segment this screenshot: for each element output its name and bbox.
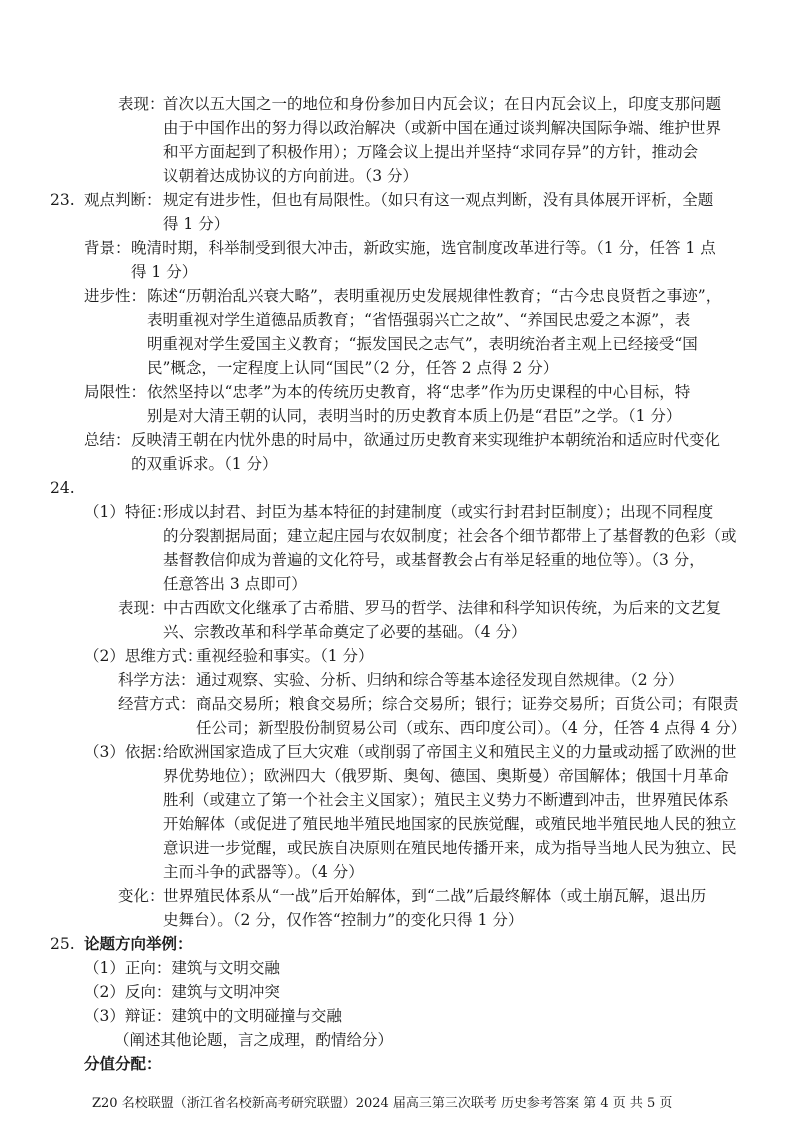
q23-zongjie-line: 反映清王朝在内忧外患的时局中，欲通过历史教育来实现维护本朝统治和适应时代变化 (131, 431, 721, 449)
q24-p3-line: 开始解体（或促进了殖民地半殖民地国家的民族觉醒，或殖民地半殖民地人民的独立 (163, 815, 737, 833)
q23-guandian-line: 规定有进步性，但也有局限性。（如只有这一观点判断，没有具体展开评析，全题 (163, 191, 714, 209)
q24-p1-line: 的分裂割据局面；建立起庄园与农奴制度；社会各个细节都带上了基督教的色彩（或 (163, 527, 737, 545)
q23-juxian-line: 别是对大清王朝的认同，表明当时的历史教育本质上仍是“君臣”之学。（1 分） (147, 407, 682, 425)
q24-p1-label: （1）特征： (84, 503, 172, 521)
q24-p2-jingying-label: 经营方式： (118, 695, 196, 713)
q25-number: 25. (50, 935, 75, 953)
page-footer: Z20 名校联盟（浙江省名校新高考研究联盟）2024 届高三第三次联考 历史参考答案 第 4 页 共 5 页 (92, 1096, 673, 1111)
q24-p3-line: 界优势地位）；欧洲四大（俄罗斯、奥匈、德国、奥斯曼）帝国解体；俄国十月革命 (163, 767, 729, 785)
q23-beijing-line: 得 1 分） (131, 263, 198, 281)
q24-p2-text: 重视经验和事实。（1 分） (196, 647, 374, 665)
q25-title: 论题方向举例： (84, 934, 193, 953)
q23-zongjie-label: 总结： (84, 431, 131, 449)
q22-biaoxian-line: 议朝着达成协议的方向前进。（3 分） (163, 167, 419, 185)
q24-p2-kexue-text: 通过观察、实验、分析、归纳和综合等基本途径发现自然规律。（2 分） (196, 671, 684, 689)
q23-jinbu-label: 进步性： (84, 287, 147, 305)
q25-item: （3）辩证：建筑中的文明碰撞与交融 (84, 1007, 342, 1025)
q24-p1-sub-line: 中古西欧文化继承了古希腊、罗马的哲学、法律和科学知识传统，为后来的文艺复 (163, 599, 722, 617)
q23-zongjie-line: 的双重诉求。（1 分） (131, 455, 278, 473)
q24-p2-label: （2）思维方式： (84, 647, 203, 665)
q25-note: （阐述其他论题，言之成理，酌情给分） (114, 1031, 394, 1049)
q23-jinbu-line: 表明重视对学生道德品质教育；“省悟强弱兴亡之故”、“养国民忠爱之本源”，表 (147, 311, 691, 329)
q22-biaoxian-line: 和平方面起到了积极作用）；万隆会议上提出并坚持“求同存异”的方针，推动会 (163, 143, 699, 161)
q24-p2-kexue-label: 科学方法： (118, 671, 196, 689)
q23-jinbu-line: 陈述“历朝治乱兴衰大略”，表明重视历史发展规律性教育；“古今忠良贤哲之事迹”， (147, 287, 722, 305)
q24-number: 24. (50, 479, 75, 497)
q24-p3-line: 给欧洲国家造成了巨大灾难（或削弱了帝国主义和殖民主义的力量或动摇了欧洲的世 (163, 743, 737, 761)
q23-juxian-line: 依然坚持以“忠孝”为本的传统历史教育，将“忠孝”作为历史课程的中心目标，特 (147, 383, 691, 401)
q24-p1-sub-label: 表现： (118, 599, 165, 617)
q22-biaoxian-label: 表现： (118, 95, 165, 113)
q23-beijing-line: 晚清时期，科举制受到很大冲击，新政实施，选官制度改革进行等。（1 分，任答 1 点 (131, 239, 716, 257)
q23-guandian-line: 得 1 分） (163, 215, 230, 233)
q24-p2-jingying-line: 任公司；新型股份制贸易公司（或东、西印度公司）。（4 分，任答 4 点得 4 分） (196, 719, 747, 737)
q23-number: 23. (50, 191, 75, 209)
q24-p1-line: 任意答出 3 点即可） (163, 575, 307, 593)
q23-guandian-label: 观点判断： (84, 191, 162, 209)
q24-p1-sub-line: 兴、宗教改革和科学革命奠定了必要的基础。（4 分） (163, 623, 527, 641)
q23-juxian-label: 局限性： (84, 383, 147, 401)
q22-biaoxian-line: 由于中国作出的努力得以政治解决（或新中国在通过谈判解决国际争端、维护世界 (163, 119, 722, 137)
q24-p3-bianhua-line: 史舞台）。（2 分，仅作答“控制力”的变化只得 1 分） (163, 911, 524, 929)
q25-item: （2）反向：建筑与文明冲突 (84, 983, 280, 1001)
q24-p3-line: 胜利（或建立了第一个社会主义国家）；殖民主义势力不断遭到冲击，世界殖民体系 (163, 791, 729, 809)
q24-p3-line: 意识进一步觉醒，或民族自决原则在殖民地传播开来，成为指导当地人民为独立、民 (163, 839, 737, 857)
q23-beijing-label: 背景： (84, 239, 131, 257)
q24-p2-jingying-line: 商品交易所；粮食交易所；综合交易所；银行；证券交易所；百货公司；有限责 (196, 695, 739, 713)
q24-p1-line: 形成以封君、封臣为基本特征的封建制度（或实行封君封臣制度）；出现不同程度 (163, 503, 714, 521)
q23-jinbu-line: 民”概念，一定程度上认同“国民”（2 分，任答 2 点得 2 分） (147, 359, 559, 377)
q24-p1-line: 基督教信仰成为普遍的文化符号，或基督教会占有举足轻重的地位等）。（3 分， (163, 551, 705, 569)
q24-p3-bianhua-label: 变化： (118, 887, 165, 905)
q24-p3-line: 主而斗争的武器等）。（4 分） (163, 863, 364, 881)
q22-biaoxian-line: 首次以五大国之一的地位和身份参加日内瓦会议；在日内瓦会议上，印度支那问题 (163, 95, 722, 113)
q23-jinbu-line: 明重视对学生爱国主义教育；“振发国民之志气”，表明统治者主观上已经接受“国 (147, 335, 698, 353)
q25-item: （1）正向：建筑与文明交融 (84, 959, 280, 977)
q24-p3-bianhua-line: 世界殖民体系从“一战”后开始解体，到“二战”后最终解体（或土崩瓦解，退出历 (163, 887, 707, 905)
q24-p3-label: （3）依据： (84, 743, 172, 761)
fenzhi-title: 分值分配： (84, 1054, 162, 1073)
